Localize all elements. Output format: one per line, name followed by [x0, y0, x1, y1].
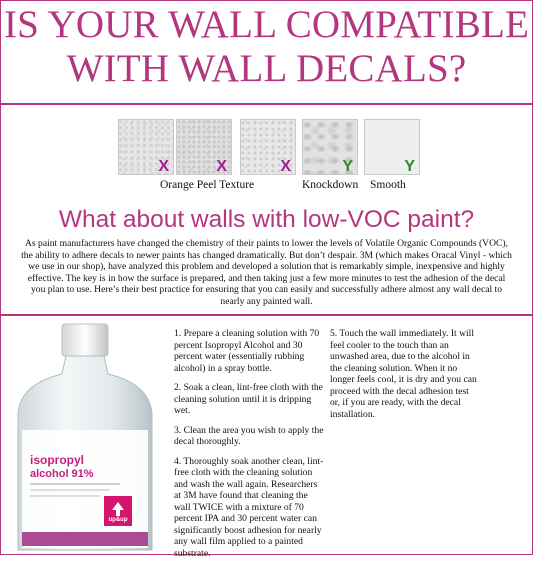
step-3: 3. Clean the area you wish to apply the decal thoroughly.: [174, 424, 324, 447]
isopropyl-alcohol-bottle: [0, 318, 190, 554]
brand-logo-text: up&up: [108, 517, 128, 523]
step-1: 1. Prepare a cleaning solution with 70 percent Isopropyl Alcohol and 30 percent water (essentially rubbing alcohol) in a spray bottle.: [174, 328, 320, 374]
bottle-label-alcohol: alcohol 91%: [30, 468, 94, 480]
label-knockdown: Knockdown: [302, 179, 359, 191]
divider-top: [0, 103, 533, 105]
label-orange-peel: Orange Peel Texture: [160, 179, 255, 191]
steps-column-2: [330, 328, 480, 428]
title-section: [0, 0, 533, 103]
bottle-label-isopropyl: isopropyl: [30, 453, 85, 467]
steps-column-1: [174, 328, 324, 567]
label-smooth: Smooth: [370, 179, 406, 191]
texture-swatches: [118, 119, 418, 175]
incompatible-x-mark: X: [280, 158, 291, 175]
incompatible-x-mark: X: [158, 158, 169, 175]
low-voc-heading: What about walls with low-VOC paint?: [58, 206, 475, 233]
compatible-y-mark: Y: [404, 158, 415, 175]
texture-swatch-knockdown: [302, 119, 358, 175]
title-line-1: IS YOUR WALL COMPATIBLE: [3, 3, 529, 46]
low-voc-paragraph: As paint manufacturers have changed the chemistry of their paints to lower the levels of Volatile Organic Compounds (VOC), the ability to adhere decals to newer paints has changed dramatically. But don’t despair. 3M (which makes Oracal Vinyl - which we use in our shop), have analyzed this problem and developed a solution that is remarkably simple, inexpensive and highly effective. The key is in how the surface is prepared, and then taking just a few more minutes to test the adhesion of the decal you plan to use. Here’s their best practice for ensuring that you can easily and successfully adhere almost any wall decal to nearly any painted wall.: [21, 238, 512, 307]
texture-swatch-1: [118, 119, 174, 175]
title-line-2: WITH WALL DECALS?: [66, 47, 467, 90]
step-2: 2. Soak a clean, lint-free cloth with the cleaning solution until it is dripping wet.: [174, 382, 323, 416]
compatible-y-mark: Y: [342, 158, 353, 175]
texture-swatch-3: [240, 119, 296, 175]
texture-swatch-2: [176, 119, 232, 175]
texture-swatch-smooth: [364, 119, 420, 175]
incompatible-x-mark: X: [216, 158, 227, 175]
divider-middle: [0, 314, 533, 316]
page-title: [0, 0, 533, 91]
step-5: 5. Touch the wall immediately. It will feel cooler to the touch than an unwashed area, due to the alcohol in the cleaning solution. When it no longer feels cool, it is dry and you can proceed with the decal adhesion test or, if you are ready, with the decal installation.: [330, 328, 477, 420]
step-4: 4. Thoroughly soak another clean, lint-free cloth with the cleaning solution and wash the wall again. Researchers at 3M have found that cleaning the wall TWICE with a mixture of 70 percent IPA and 30 percent water can significantly boost adhesion for nearly any wall film applied to a painted substrate.: [174, 455, 324, 559]
